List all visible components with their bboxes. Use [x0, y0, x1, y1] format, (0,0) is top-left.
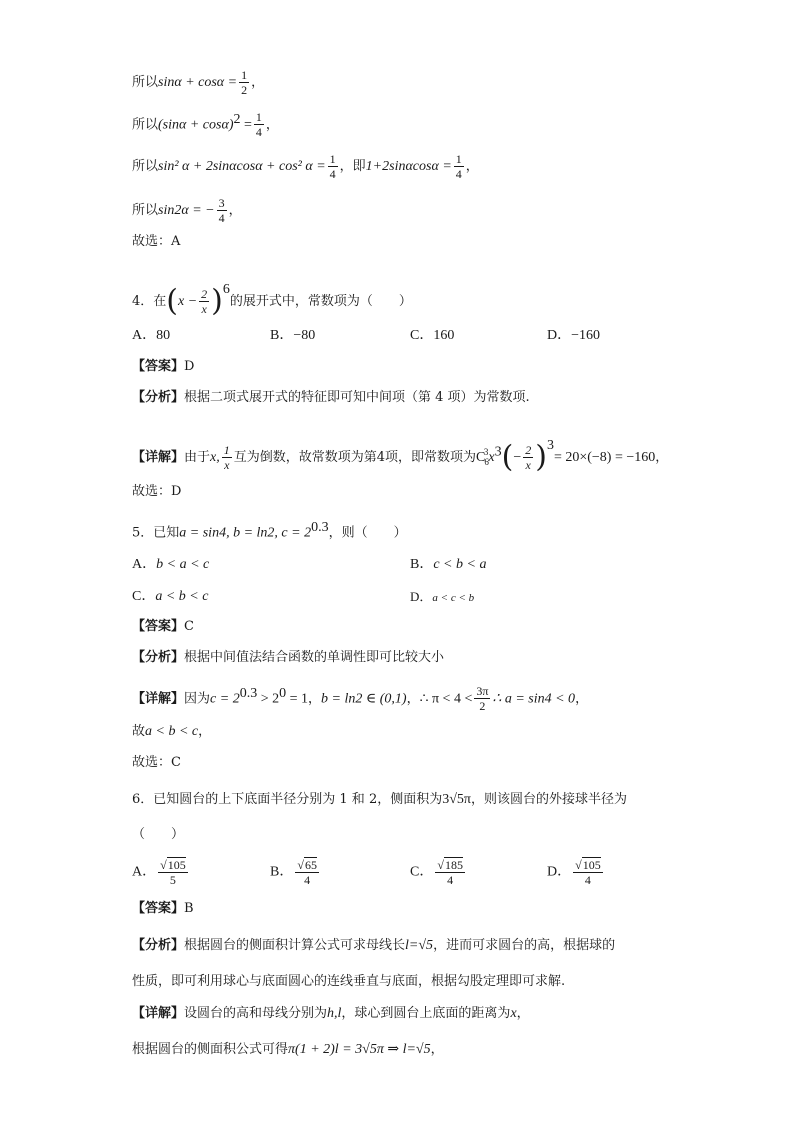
q5-option-b: B．c < b < a [410, 557, 487, 572]
question-4: 4．在(x − $\frac{2}{x}$ )$^6$的展开式中，常数项为（ ） [132, 282, 412, 319]
fraction: $\frac{3}{4}$ [218, 196, 225, 225]
question-6: 6．已知圆台的上下底面半径分别为 1 和 2，侧面积为3√5π，则该圆台的外接球半径为 [132, 792, 627, 807]
q6-analysis: 【分析】根据圆台的侧面积计算公式可求母线长l=√5，进而可求圆台的高，根据球的 [132, 938, 616, 953]
q4-option-a: A．80 [132, 328, 171, 343]
q6-detail: 【详解】设圆台的高和母线分别为h,l，球心到圆台上底面的距离为x， [132, 1006, 530, 1021]
q5-answer: 【答案】C [132, 619, 194, 634]
q6-option-b: B． $\frac{√65}{4}$ [270, 858, 317, 887]
q4-analysis: 【分析】根据二项式展开式的特征即可知中间项（第 4 项）为常数项. [132, 390, 530, 405]
text: 所以 [132, 117, 159, 133]
q5-choose: 故选：C [132, 755, 181, 770]
q5-option-c: C．a < b < c [132, 589, 209, 604]
line-4: 所以sin2α = − $\frac{3}{4}$ ， [132, 196, 242, 225]
q4-answer: 【答案】D [132, 359, 195, 374]
q6-option-a: A． $\frac{√105}{5}$ [132, 858, 186, 887]
line-3: 所以sin² α + 2sinαcosα + cos² α = $\frac{1}{4}$ ，即1+2sinαcosα = $\frac{1}{4}$ ， [132, 152, 479, 181]
q5-option-a: A．b < a < c [132, 557, 210, 572]
q5-conclusion: 故a < b < c， [132, 724, 212, 739]
fraction: $\frac{1}{2}$ [241, 68, 248, 97]
question-5: 5．已知a = sin4, b = ln2, $c = 2^{0.3}$，则（ ） [132, 520, 407, 541]
q6-detail-2: 根据圆台的侧面积公式可得π(1 + 2)l = 3√5π ⇒ l=√5， [132, 1042, 444, 1057]
fraction: $\frac{1}{4}$ [329, 152, 336, 181]
math-expr: (sinα + cosα) [158, 117, 234, 133]
math-expr: sinα + cosα = [158, 75, 238, 90]
line-1: 所以sinα + cosα = $\frac{1}{2}$ ， [132, 68, 265, 97]
fraction: $\frac{1}{4}$ [455, 152, 462, 181]
q5-detail: 【详解】因为$c = 2^{0.3} > 2^0 = 1$，b = ln2 ∈ (0,1)，∴ π < 4 < $\frac{3\pi}{2}$ ∴ a = sin4 < 0， [132, 684, 589, 714]
line-2: 所以$(\sin\alpha + \cos\alpha)^2$ = $\frac{1}{4}$ ， [132, 110, 279, 140]
q6-answer: 【答案】B [132, 901, 194, 916]
q6-option-c: C． $\frac{√185}{4}$ [410, 858, 463, 887]
q5-option-d: D．a < c < b [410, 589, 475, 604]
q6-option-d: D． $\frac{√105}{4}$ [547, 858, 601, 887]
question-6-paren: （ ） [132, 827, 185, 842]
choose-line: 故选：A [132, 234, 181, 249]
q6-analysis-cont: 性质，即可利用球心与底面圆心的连线垂直与底面，根据勾股定理即可求解. [132, 974, 566, 989]
q4-detail: 【详解】由于x, $\frac{1}{x}$ 互为倒数，故常数项为第4项，即常数项为$C_6^3x^3(-$ $\frac{2}{x}$ )$^3$= 20×(−8) = −160， [132, 438, 669, 475]
q5-analysis: 【分析】根据中间值法结合函数的单调性即可比较大小 [132, 650, 445, 665]
q4-option-d: D．−160 [547, 328, 601, 343]
text: 所以 [132, 75, 159, 90]
math-expr: sin² α + 2sinαcosα + cos² α = [158, 159, 326, 174]
q4-option-b: B．−80 [270, 328, 316, 343]
fraction: $\frac{1}{4}$ [255, 110, 262, 140]
q4-choose: 故选：D [132, 484, 182, 499]
q4-option-c: C．160 [410, 328, 455, 343]
